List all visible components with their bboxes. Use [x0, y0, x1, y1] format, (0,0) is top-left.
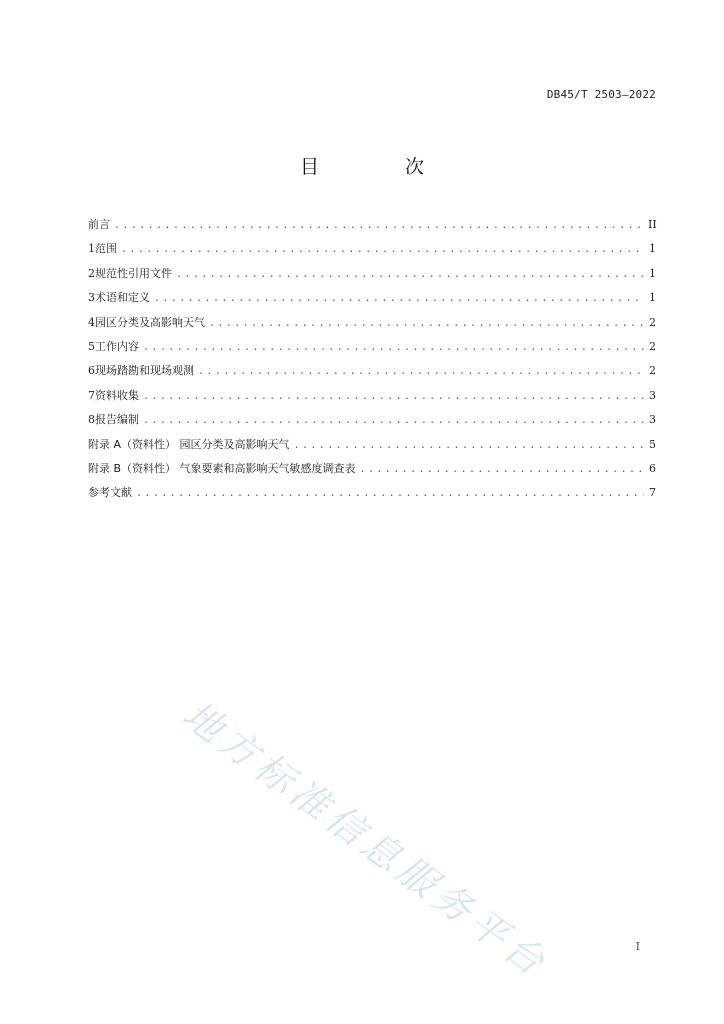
toc-entry-label: 参考文献	[88, 486, 132, 500]
toc-entry-page: 2	[649, 315, 656, 329]
toc-entry-bibliography[interactable]	[88, 484, 656, 508]
toc-leader-dots	[143, 342, 644, 353]
toc-entry-label: 附录 A（资料性） 园区分类及高影响天气	[88, 437, 290, 451]
toc-entry-report-preparation[interactable]	[88, 411, 656, 435]
toc-entry-data-collection[interactable]	[88, 387, 656, 411]
toc-entry-number: 7	[88, 388, 95, 402]
toc-entry-label: 工作内容	[95, 339, 139, 353]
toc-entry-label: 现场踏勘和现场观测	[95, 364, 194, 378]
watermark-text: 地方标准信息服务平台	[175, 692, 557, 987]
toc-entry-number: 8	[88, 413, 95, 427]
toc-entry-number: 3	[88, 291, 95, 305]
toc-leader-dots	[176, 269, 644, 280]
toc-entry-foreword[interactable]	[88, 216, 656, 240]
toc-leader-dots	[121, 244, 644, 255]
toc-entry-label: 规范性引用文件	[95, 266, 172, 280]
toc-entry-page: 2	[649, 364, 656, 378]
document-code: DB45/T 2503—2022	[546, 88, 656, 101]
page-title: 目 次	[299, 156, 465, 178]
toc-leader-dots	[143, 415, 644, 426]
toc-entry-normative-references[interactable]	[88, 265, 656, 289]
toc-entry-page: II	[648, 218, 657, 231]
toc-leader-dots	[143, 391, 644, 402]
toc-entry-park-classification[interactable]	[88, 314, 656, 338]
toc-entry-page: 2	[649, 339, 656, 353]
toc-leader-dots	[114, 220, 644, 231]
toc-entry-number: 6	[88, 364, 95, 378]
toc-leader-dots	[136, 488, 644, 499]
table-of-contents	[88, 216, 656, 509]
toc-entry-appendix-b[interactable]	[88, 460, 656, 484]
toc-entry-label: 范围	[95, 242, 117, 256]
toc-entry-page: 3	[649, 388, 656, 402]
toc-entry-label: 资料收集	[95, 388, 139, 402]
toc-entry-appendix-a[interactable]	[88, 436, 656, 460]
toc-entry-page: 3	[649, 413, 656, 427]
toc-entry-label: 园区分类及高影响天气	[95, 315, 205, 329]
toc-entry-terms-definitions[interactable]	[88, 289, 656, 313]
toc-entry-number: 1	[88, 242, 95, 256]
toc-entry-label: 附录 B（资料性） 气象要素和高影响天气敏感度调查表	[88, 461, 356, 475]
toc-entry-site-survey[interactable]	[88, 362, 656, 386]
toc-entry-page: 7	[649, 486, 656, 500]
toc-leader-dots	[154, 293, 644, 304]
toc-entry-scope[interactable]	[88, 240, 656, 264]
toc-entry-number: 2	[88, 266, 95, 280]
toc-entry-page: 1	[649, 266, 656, 280]
toc-leader-dots	[209, 318, 644, 329]
page-number: I	[635, 940, 640, 953]
toc-entry-work-content[interactable]	[88, 338, 656, 362]
toc-leader-dots	[294, 440, 644, 451]
toc-entry-number: 4	[88, 315, 95, 329]
toc-entry-page: 5	[649, 437, 656, 451]
toc-entry-page: 1	[649, 291, 656, 305]
toc-entry-page: 6	[649, 461, 656, 475]
toc-entry-page: 1	[649, 242, 656, 256]
toc-entry-label: 报告编制	[95, 413, 139, 427]
toc-leader-dots	[198, 366, 644, 377]
toc-entry-number: 5	[88, 339, 95, 353]
toc-entry-label: 术语和定义	[95, 291, 150, 305]
toc-leader-dots	[360, 464, 644, 475]
toc-entry-label: 前言	[88, 218, 110, 231]
